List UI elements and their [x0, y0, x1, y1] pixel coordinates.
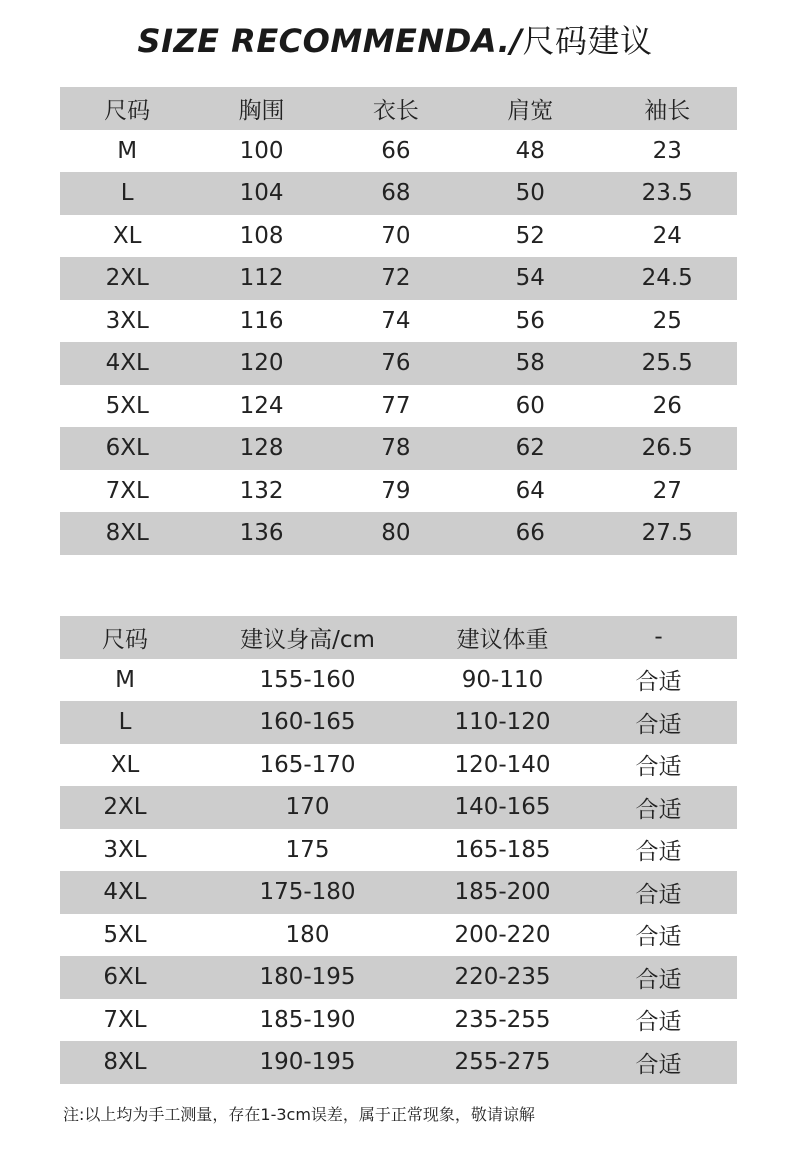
table-row: [60, 300, 737, 343]
table-cell: 48: [515, 137, 545, 164]
table-cell: 合适: [635, 754, 682, 781]
table-cell: 108: [239, 222, 284, 249]
table-cell: 合适: [580, 956, 737, 999]
table-cell: 5XL: [105, 392, 149, 419]
table-cell: 4XL: [60, 871, 190, 914]
table-row: [60, 914, 737, 957]
table-cell: 185-190: [259, 1006, 356, 1033]
size-measurement-table-body: [60, 87, 737, 555]
table-row: [60, 956, 737, 999]
table-cell: 104: [194, 172, 328, 215]
table-cell: 60: [515, 392, 545, 419]
table-cell: 6XL: [60, 427, 194, 470]
table-cell: 24.5: [597, 257, 737, 300]
table-cell: 235-255: [454, 1006, 551, 1033]
table-row: [60, 829, 737, 872]
table-cell: 120: [194, 342, 328, 385]
table-cell: 255-275: [425, 1041, 580, 1084]
table-cell: 80: [329, 512, 463, 555]
table-cell: 170: [190, 786, 425, 829]
table-cell: 165-170: [259, 751, 356, 778]
table-cell: 180-195: [190, 956, 425, 999]
table-cell: 68: [329, 172, 463, 215]
title-english: SIZE RECOMMENDA./: [137, 22, 523, 60]
column-header: 袖长: [597, 87, 737, 130]
table-cell: 140-165: [425, 786, 580, 829]
table-cell: L: [60, 172, 194, 215]
table-cell: 8XL: [60, 512, 194, 555]
table-row: [60, 130, 737, 173]
size-measurement-table: [60, 87, 737, 555]
table-header-row: [60, 616, 737, 659]
table-cell: 合适: [635, 669, 682, 696]
table-cell: 160-165: [190, 701, 425, 744]
page-title: [0, 16, 790, 62]
table-cell: 66: [463, 512, 597, 555]
table-cell: 7XL: [103, 1006, 147, 1033]
table-cell: 70: [381, 222, 411, 249]
table-cell: 5XL: [103, 921, 147, 948]
table-cell: 合适: [635, 1009, 682, 1036]
table-cell: 3XL: [103, 836, 147, 863]
table-row: [60, 215, 737, 258]
table-cell: 110-120: [425, 701, 580, 744]
table-cell: 27: [652, 477, 682, 504]
table-cell: 27.5: [597, 512, 737, 555]
column-header: 肩宽: [463, 87, 597, 130]
column-header: 尺码: [60, 616, 190, 659]
table-cell: 175: [285, 836, 330, 863]
table-cell: 76: [329, 342, 463, 385]
table-cell: 23.5: [597, 172, 737, 215]
table-cell: 7XL: [105, 477, 149, 504]
table-cell: 66: [381, 137, 411, 164]
table-cell: 24: [652, 222, 682, 249]
table-cell: 25: [652, 307, 682, 334]
table-cell: 26: [652, 392, 682, 419]
table-cell: 合适: [580, 1041, 737, 1084]
table-cell: 112: [194, 257, 328, 300]
table-cell: M: [115, 666, 135, 693]
table-cell: 200-220: [454, 921, 551, 948]
table-cell: 25.5: [597, 342, 737, 385]
table-cell: 120-140: [454, 751, 551, 778]
column-header: 尺码: [60, 87, 194, 130]
column-header: 建议身高/cm: [190, 616, 425, 659]
table-cell: 合适: [635, 924, 682, 951]
table-cell: 4XL: [60, 342, 194, 385]
table-cell: 175-180: [190, 871, 425, 914]
table-header-row: [60, 87, 737, 130]
column-header: -: [580, 616, 737, 659]
table-cell: 64: [515, 477, 545, 504]
table-row: [60, 999, 737, 1042]
table-cell: 合适: [580, 871, 737, 914]
table-cell: 2XL: [60, 786, 190, 829]
table-cell: 3XL: [105, 307, 149, 334]
table-cell: M: [117, 137, 138, 164]
table-cell: 72: [329, 257, 463, 300]
table-row: [60, 701, 737, 744]
size-recommendation-table: [60, 616, 737, 1084]
table-row: [60, 786, 737, 829]
table-cell: 58: [463, 342, 597, 385]
table-cell: 23: [652, 137, 682, 164]
table-row: [60, 659, 737, 702]
table-cell: 6XL: [60, 956, 190, 999]
table-cell: 165-185: [454, 836, 551, 863]
table-row: [60, 385, 737, 428]
column-header: 建议体重: [425, 616, 580, 659]
table-row: [60, 744, 737, 787]
table-cell: 56: [515, 307, 545, 334]
table-row: [60, 470, 737, 513]
table-cell: 78: [329, 427, 463, 470]
table-cell: 155-160: [259, 666, 356, 693]
table-cell: XL: [110, 751, 140, 778]
table-cell: L: [60, 701, 190, 744]
table-cell: 190-195: [190, 1041, 425, 1084]
table-row: [60, 512, 737, 555]
table-cell: 124: [239, 392, 284, 419]
table-cell: 100: [239, 137, 284, 164]
table-cell: 50: [463, 172, 597, 215]
column-header: 衣长: [329, 87, 463, 130]
table-cell: 74: [381, 307, 411, 334]
table-cell: 合适: [635, 839, 682, 866]
table-row: [60, 427, 737, 470]
title-chinese: 尺码建议: [522, 22, 653, 60]
table-row: [60, 172, 737, 215]
table-cell: 220-235: [425, 956, 580, 999]
table-row: [60, 257, 737, 300]
table-cell: 79: [381, 477, 411, 504]
table-cell: 8XL: [60, 1041, 190, 1084]
column-header: 胸围: [194, 87, 328, 130]
table-cell: 2XL: [60, 257, 194, 300]
table-cell: 52: [515, 222, 545, 249]
measurement-note: 注:以上均为手工测量，存在1-3cm误差，属于正常现象，敬请谅解: [63, 1105, 535, 1124]
table-cell: 77: [381, 392, 411, 419]
table-cell: 62: [463, 427, 597, 470]
table-row: [60, 342, 737, 385]
table-cell: 26.5: [597, 427, 737, 470]
table-cell: 合适: [580, 701, 737, 744]
table-cell: 136: [194, 512, 328, 555]
table-cell: 185-200: [425, 871, 580, 914]
table-cell: 132: [239, 477, 284, 504]
table-cell: 合适: [580, 786, 737, 829]
table-row: [60, 871, 737, 914]
size-recommendation-table-body: [60, 616, 737, 1084]
table-cell: XL: [112, 222, 142, 249]
table-cell: 54: [463, 257, 597, 300]
table-cell: 180: [285, 921, 330, 948]
table-cell: 128: [194, 427, 328, 470]
table-cell: 116: [239, 307, 284, 334]
table-row: [60, 1041, 737, 1084]
table-cell: 90-110: [461, 666, 544, 693]
